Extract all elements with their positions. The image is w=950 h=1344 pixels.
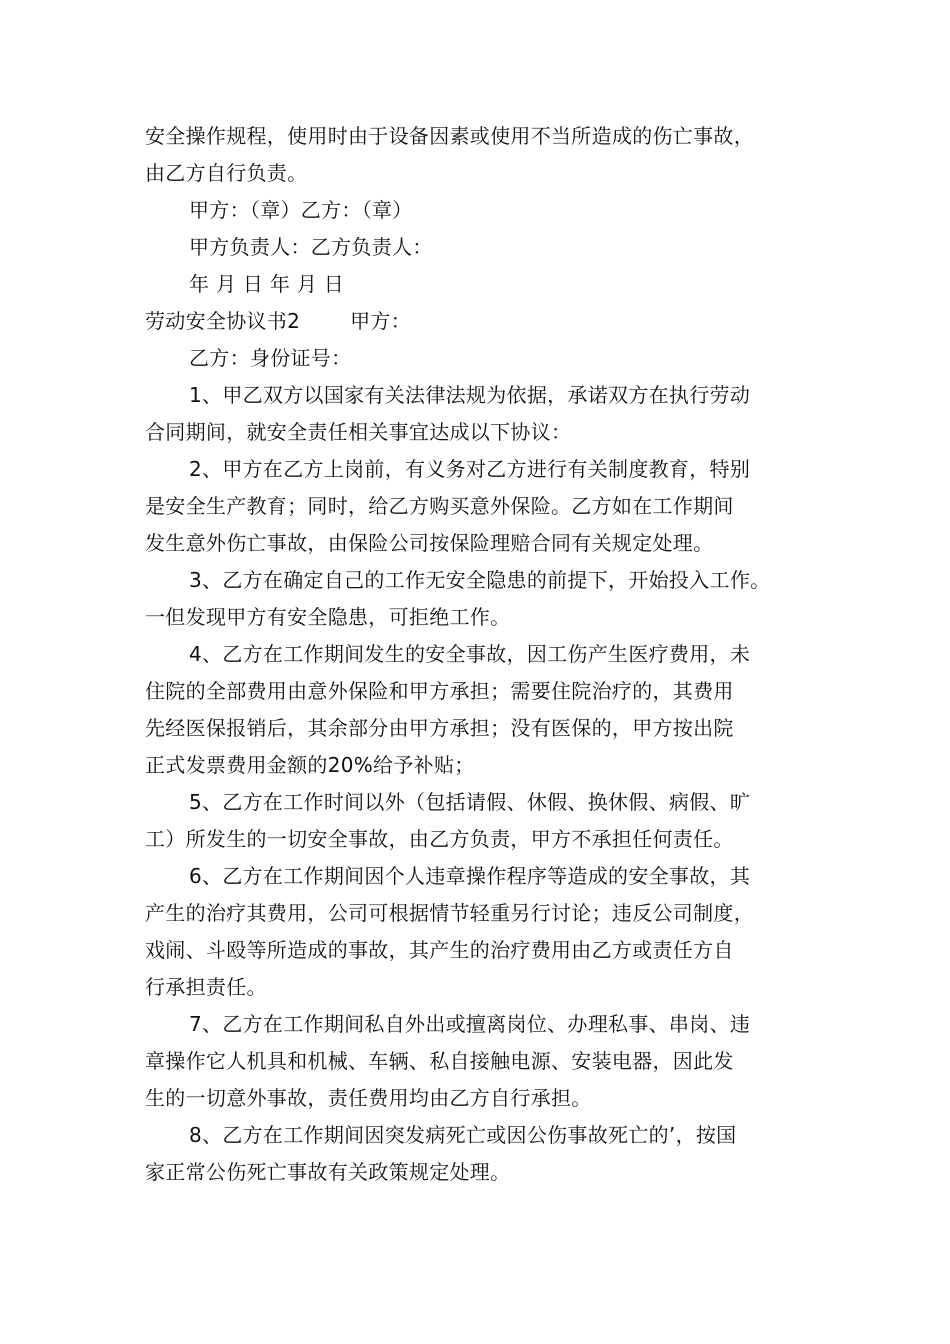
paragraph-line: 乙方：身份证号： xyxy=(189,346,352,370)
paragraph-line: 是安全生产教育；同时，给乙方购买意外保险。乙方如在工作期间 xyxy=(145,494,734,518)
paragraph-line: 7、乙方在工作期间私自外出或擅离岗位、办理私事、串岗、违 xyxy=(189,1012,751,1036)
paragraph-line: 生的一切意外事故，责任费用均由乙方自行承担。 xyxy=(145,1086,592,1110)
paragraph-line: 发生意外伤亡事故，由保险公司按保险理赔合同有关规定处理。 xyxy=(145,531,714,555)
paragraph-line: 产生的治疗其费用，公司可根据情节轻重另行讨论；违反公司制度， xyxy=(145,901,754,925)
party-a-label: 甲方： xyxy=(350,309,412,333)
agreement-title: 劳动安全协议书2 xyxy=(145,309,301,333)
paragraph-line: 先经医保报销后，其余部分由甲方承担；没有医保的，甲方按出院 xyxy=(145,716,734,740)
paragraph-line: 正式发票费用金额的20%给予补贴； xyxy=(145,753,475,777)
paragraph-line: 合同期间，就安全责任相关事宜达成以下协议： xyxy=(145,420,572,444)
paragraph-line: 章操作它人机具和机械、车辆、私自接触电源、安装电器，因此发 xyxy=(145,1049,734,1073)
agreement-title-line xyxy=(145,303,810,340)
paragraph-line: 3、乙方在确定自己的工作无安全隐患的前提下，开始投入工作。 xyxy=(189,568,771,592)
paragraph-line: 由乙方自行负责。 xyxy=(145,161,308,185)
paragraph-line: 年 月 日 年 月 日 xyxy=(189,272,345,296)
paragraph-line: 5、乙方在工作时间以外（包括请假、休假、换休假、病假、旷 xyxy=(189,790,751,814)
paragraph-line: 1、甲乙双方以国家有关法律法规为依据，承诺双方在执行劳动 xyxy=(189,383,751,407)
paragraph-line: 甲方：（章）乙方：（章） xyxy=(189,198,413,222)
paragraph-line: 6、乙方在工作期间因个人违章操作程序等造成的安全事故，其 xyxy=(189,864,751,888)
paragraph-line: 行承担责任。 xyxy=(145,975,267,999)
paragraph-line: 2、甲方在乙方上岗前，有义务对乙方进行有关制度教育，特别 xyxy=(189,457,751,481)
document-body xyxy=(145,118,810,1191)
paragraph-line: 安全操作规程，使用时由于设备因素或使用不当所造成的伤亡事故， xyxy=(145,124,754,148)
paragraph-line: 4、乙方在工作期间发生的安全事故，因工伤产生医疗费用，未 xyxy=(189,642,751,666)
paragraph-line: 住院的全部费用由意外保险和甲方承担；需要住院治疗的，其费用 xyxy=(145,679,734,703)
paragraph-line: 工）所发生的一切安全事故，由乙方负责，甲方不承担任何责任。 xyxy=(145,827,734,851)
paragraph-line: 甲方负责人：乙方负责人： xyxy=(189,235,433,259)
paragraph-line: 戏闹、斗殴等所造成的事故，其产生的治疗费用由乙方或责任方自 xyxy=(145,938,734,962)
paragraph-line: 家正常公伤死亡事故有关政策规定处理。 xyxy=(145,1160,511,1184)
paragraph-line: 8、乙方在工作期间因突发病死亡或因公伤事故死亡的’，按国 xyxy=(189,1123,737,1147)
paragraph-line: 一但发现甲方有安全隐患，可拒绝工作。 xyxy=(145,605,511,629)
